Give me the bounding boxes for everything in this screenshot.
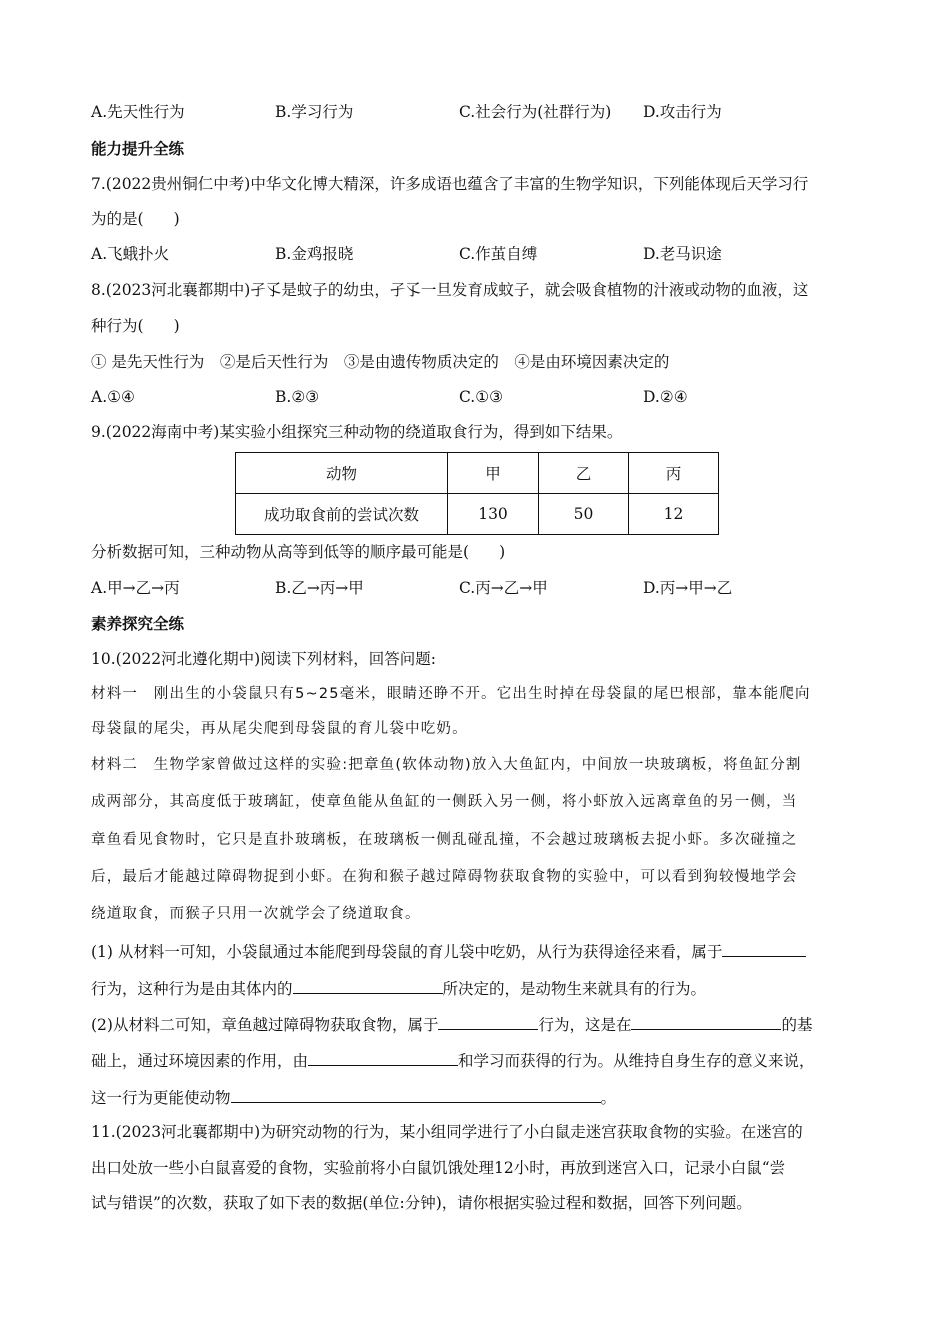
q9-option-d[interactable]: D.丙→甲→乙	[643, 579, 733, 597]
q8-stem-suffix: )	[173, 317, 180, 335]
answer-blank[interactable]	[231, 1085, 601, 1103]
q8-option-c[interactable]: C.①③	[459, 388, 504, 406]
q6-option-d[interactable]: D.攻击行为	[643, 103, 722, 121]
table-cell: 12	[629, 494, 719, 535]
q9-option-c[interactable]: C.丙→乙→甲	[459, 579, 548, 597]
q8-option-d[interactable]: D.②④	[643, 388, 688, 406]
answer-blank[interactable]	[293, 976, 443, 994]
q10-sub2-text: (2)从材料二可知，章鱼越过障碍物获取食物，属于	[91, 1016, 439, 1034]
q10-sub2-line3	[91, 1085, 616, 1109]
q10-sub2-line2	[91, 1048, 815, 1072]
q10-sub2-text: 这一行为更能使动物	[91, 1089, 231, 1107]
table-header-cell: 乙	[539, 453, 629, 494]
q7-options	[91, 243, 871, 265]
q9-question	[91, 541, 505, 563]
q8-stem-prefix: 种行为(	[91, 317, 144, 335]
q8-option-b[interactable]: B.②③	[275, 388, 320, 406]
table-cell: 成功取食前的尝试次数	[236, 494, 448, 535]
q6-option-a[interactable]: A.先天性行为	[91, 103, 185, 121]
q10-sub2-text: 。	[600, 1089, 617, 1107]
q9-option-a[interactable]: A.甲→乙→丙	[91, 579, 180, 597]
q7-option-b[interactable]: B.金鸡报晓	[275, 245, 354, 263]
q7-option-c[interactable]: C.作茧自缚	[459, 245, 538, 263]
q10-stem: 10.(2022河北遵化期中)阅读下列材料，回答问题:	[91, 650, 436, 668]
q7-option-d[interactable]: D.老马识途	[643, 245, 722, 263]
q9-question-suffix: )	[499, 543, 506, 561]
answer-blank[interactable]	[722, 939, 806, 957]
q7-option-a[interactable]: A.飞蛾扑火	[91, 245, 170, 263]
q10-sub2-line1	[91, 1012, 813, 1036]
table-header-cell: 丙	[629, 453, 719, 494]
material2-line4: 后，最后才能越过障碍物捉到小虾。在狗和猴子越过障碍物获取食物的实验中，可以看到狗较慢地学会	[91, 869, 798, 885]
table-header-row	[236, 453, 719, 494]
q10-sub2-text: 和学习而获得的行为。从维持自身生存的意义来说，	[458, 1052, 815, 1070]
material1-line1: 材料一 刚出生的小袋鼠只有5~25毫米，眼睛还睁不开。它出生时掉在母袋鼠的尾巴根部，靠本能爬向	[91, 686, 811, 702]
answer-blank[interactable]	[438, 1012, 538, 1030]
table-cell: 130	[448, 494, 539, 535]
material1-line2: 母袋鼠的尾尖，再从尾尖爬到母袋鼠的育儿袋中吃奶。	[91, 721, 468, 737]
q9-stem: 9.(2022海南中考)某实验小组探究三种动物的绕道取食行为，得到如下结果。	[91, 423, 623, 441]
q10-sub1-text: 所决定的，是动物生来就具有的行为。	[442, 980, 707, 998]
q11-stem-line3: 试与错误”的次数，获取了如下表的数据(单位:分钟)，请你根据实验过程和数据，回答下列问题。	[91, 1194, 752, 1212]
q6-options	[91, 101, 871, 123]
q7-stem-line2	[91, 208, 180, 230]
q10-sub1-line1	[91, 939, 806, 963]
table-header-cell: 动物	[236, 453, 448, 494]
section-heading-ability: 能力提升全练	[91, 139, 185, 158]
q9-results-table	[235, 452, 719, 535]
material2-line2: 成两部分，其高度低于玻璃缸，使章鱼能从鱼缸的一侧跃入另一侧，将小虾放入远离章鱼的另一侧，当	[91, 794, 798, 810]
answer-blank[interactable]	[308, 1048, 458, 1066]
q9-question-prefix: 分析数据可知，三种动物从高等到低等的顺序最可能是(	[91, 543, 470, 561]
table-header-cell: 甲	[448, 453, 539, 494]
q7-stem-prefix: 为的是(	[91, 210, 144, 228]
table-cell: 50	[539, 494, 629, 535]
q11-stem-line2: 出口处放一些小白鼠喜爱的食物，实验前将小白鼠饥饿处理12小时，再放到迷宫入口，记录小白鼠“尝	[91, 1159, 786, 1177]
material2-line5: 绕道取食，而猴子只用一次就学会了绕道取食。	[91, 906, 421, 922]
q8-options	[91, 386, 871, 408]
q10-sub1-text: (1) 从材料一可知，小袋鼠通过本能爬到母袋鼠的育儿袋中吃奶，从行为获得途径来看，属于	[91, 943, 723, 961]
q10-sub2-text: 的基	[781, 1016, 813, 1034]
q7-stem-line1: 7.(2022贵州铜仁中考)中华文化博大精深，许多成语也蕴含了丰富的生物学知识，下列能体现后天学习行	[91, 175, 809, 193]
q9-option-b[interactable]: B.乙→丙→甲	[275, 579, 364, 597]
q10-sub2-text: 行为，这是在	[538, 1016, 632, 1034]
q6-option-b[interactable]: B.学习行为	[275, 103, 354, 121]
q7-stem-suffix: )	[173, 210, 180, 228]
q9-options	[91, 577, 871, 599]
q10-sub1-line2	[91, 976, 706, 1000]
q8-stem-line2	[91, 315, 180, 337]
material2-line3: 章鱼看见食物时，它只是直扑玻璃板，在玻璃板一侧乱碰乱撞，不会越过玻璃板去捉小虾。多次碰撞之	[91, 832, 798, 848]
table-row	[236, 494, 719, 535]
q10-sub2-text: 础上，通过环境因素的作用，由	[91, 1052, 309, 1070]
q8-stem-line1: 8.(2023河北襄都期中)孑孓是蚊子的幼虫，孑孓一旦发育成蚊子，就会吸食植物的汁液或动物的血液，这	[91, 281, 809, 299]
section-heading-literacy: 素养探究全练	[91, 614, 185, 633]
q8-statements: ① 是先天性行为 ②是后天性行为 ③是由遗传物质决定的 ④是由环境因素决定的	[91, 353, 670, 371]
q6-option-c[interactable]: C.社会行为(社群行为)	[459, 103, 612, 121]
q11-stem-line1: 11.(2023河北襄都期中)为研究动物的行为，某小组同学进行了小白鼠走迷宫获取食物的实验。在迷宫的	[91, 1123, 803, 1141]
answer-blank[interactable]	[631, 1012, 781, 1030]
material2-line1: 材料二 生物学家曾做过这样的实验:把章鱼(软体动物)放入大鱼缸内，中间放一块玻璃板，将鱼缸分割	[91, 757, 802, 773]
q10-sub1-text: 行为，这种行为是由其体内的	[91, 980, 293, 998]
q8-option-a[interactable]: A.①④	[91, 388, 135, 406]
